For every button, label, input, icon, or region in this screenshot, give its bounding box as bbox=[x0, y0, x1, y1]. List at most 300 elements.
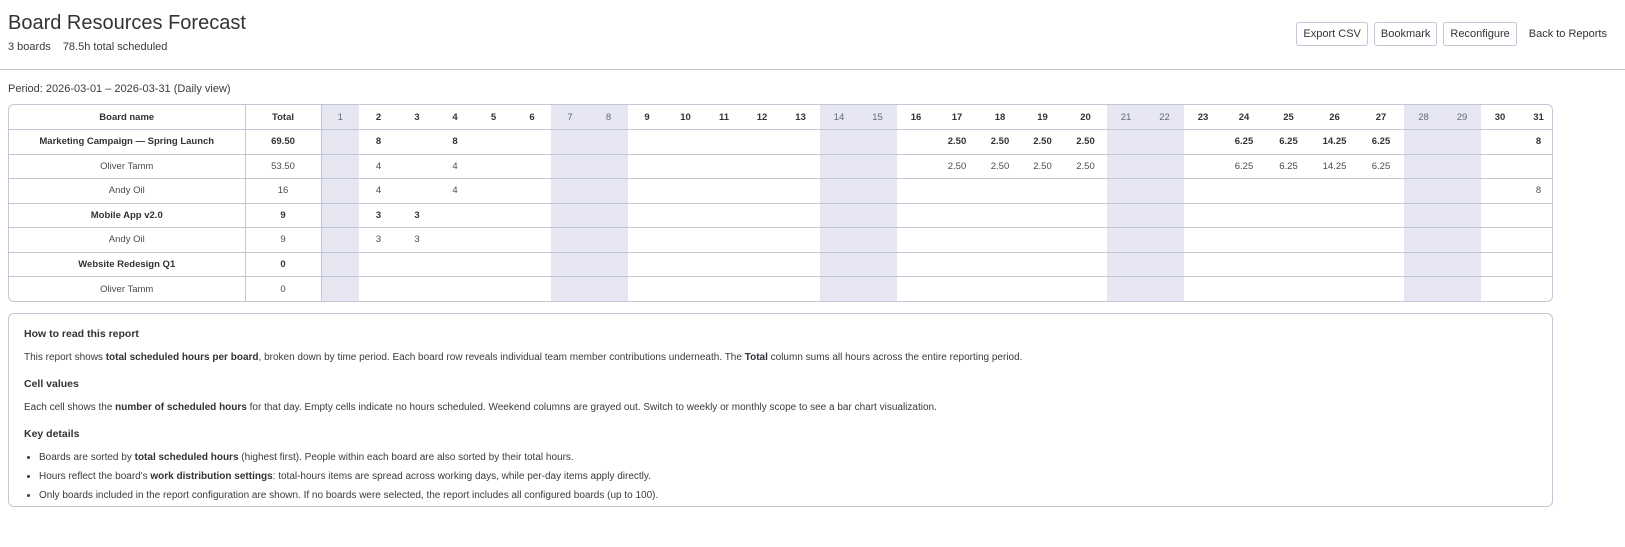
day-cell bbox=[705, 179, 743, 204]
day-cell bbox=[398, 130, 436, 155]
day-cell bbox=[513, 228, 551, 253]
help-text: column sums all hours across the entire reporting period. bbox=[767, 352, 1023, 363]
day-cell bbox=[1064, 228, 1107, 253]
day-cell bbox=[1358, 252, 1404, 277]
day-cell bbox=[1481, 252, 1519, 277]
day-cell: 6.25 bbox=[1358, 154, 1404, 179]
day-cell bbox=[705, 252, 743, 277]
day-cell bbox=[321, 179, 359, 204]
day-cell bbox=[1404, 179, 1443, 204]
day-cell bbox=[858, 252, 897, 277]
day-cell bbox=[897, 130, 935, 155]
table-header-row bbox=[9, 105, 1553, 130]
day-cell bbox=[589, 252, 628, 277]
page-header bbox=[0, 0, 1625, 70]
day-cell bbox=[321, 203, 359, 228]
day-cell bbox=[1107, 277, 1145, 302]
column-header-board-name: Board name bbox=[9, 105, 245, 130]
day-cell bbox=[1481, 130, 1519, 155]
day-cell bbox=[1184, 154, 1222, 179]
day-cell bbox=[321, 130, 359, 155]
day-cell bbox=[551, 179, 589, 204]
day-cell bbox=[1021, 277, 1064, 302]
help-text: Boards are sorted by bbox=[39, 452, 135, 463]
day-cell bbox=[1021, 252, 1064, 277]
day-cell bbox=[666, 130, 705, 155]
day-cell bbox=[781, 277, 820, 302]
column-header-day-26: 26 bbox=[1311, 105, 1358, 130]
day-cell bbox=[551, 130, 589, 155]
day-cell bbox=[436, 252, 474, 277]
day-cell bbox=[398, 154, 436, 179]
day-cell bbox=[628, 154, 666, 179]
day-cell bbox=[1519, 154, 1553, 179]
day-cell: 4 bbox=[359, 179, 398, 204]
day-cell bbox=[1358, 179, 1404, 204]
reconfigure-button[interactable]: Reconfigure bbox=[1443, 22, 1516, 46]
day-cell bbox=[628, 277, 666, 302]
help-text: : total-hours items are spread across working days, while per-day items apply directly. bbox=[272, 471, 651, 482]
day-cell bbox=[551, 277, 589, 302]
help-emphasis: total scheduled hours bbox=[134, 452, 239, 463]
help-title-how-to-read: How to read this report bbox=[24, 328, 139, 340]
day-cell bbox=[436, 228, 474, 253]
help-text: Hours reflect the board's bbox=[39, 471, 151, 482]
total-cell: 0 bbox=[245, 277, 321, 302]
day-cell bbox=[321, 252, 359, 277]
day-cell bbox=[743, 154, 781, 179]
day-cell bbox=[858, 154, 897, 179]
day-cell bbox=[979, 203, 1021, 228]
day-cell bbox=[705, 203, 743, 228]
column-header-day-21: 21 bbox=[1107, 105, 1145, 130]
day-cell bbox=[1404, 277, 1443, 302]
day-cell bbox=[436, 203, 474, 228]
column-header-day-9: 9 bbox=[628, 105, 666, 130]
day-cell bbox=[1443, 228, 1481, 253]
key-detail-item bbox=[39, 489, 1537, 502]
day-cell: 2.50 bbox=[979, 130, 1021, 155]
day-cell bbox=[1481, 277, 1519, 302]
day-cell bbox=[474, 228, 513, 253]
day-cell bbox=[1184, 252, 1222, 277]
board-count: 3 boards bbox=[8, 41, 51, 53]
day-cell bbox=[858, 228, 897, 253]
day-cell bbox=[1266, 228, 1311, 253]
day-cell bbox=[551, 252, 589, 277]
person-name-cell: Oliver Tamm bbox=[9, 277, 245, 302]
day-cell bbox=[705, 228, 743, 253]
day-cell bbox=[979, 228, 1021, 253]
day-cell bbox=[1064, 203, 1107, 228]
day-cell bbox=[935, 277, 979, 302]
help-text: This report shows bbox=[24, 352, 106, 363]
column-header-day-22: 22 bbox=[1145, 105, 1184, 130]
day-cell bbox=[398, 277, 436, 302]
column-header-day-6: 6 bbox=[513, 105, 551, 130]
day-cell bbox=[1311, 203, 1358, 228]
period-label: Period: 2026-03-01 – 2026-03-31 (Daily view) bbox=[8, 83, 231, 95]
column-header-day-30: 30 bbox=[1481, 105, 1519, 130]
day-cell bbox=[474, 154, 513, 179]
day-cell bbox=[1145, 130, 1184, 155]
day-cell bbox=[979, 179, 1021, 204]
day-cell bbox=[705, 154, 743, 179]
day-cell bbox=[666, 179, 705, 204]
day-cell bbox=[359, 277, 398, 302]
day-cell bbox=[1443, 179, 1481, 204]
day-cell: 6.25 bbox=[1266, 154, 1311, 179]
day-cell: 3 bbox=[398, 203, 436, 228]
day-cell bbox=[551, 154, 589, 179]
day-cell bbox=[1266, 203, 1311, 228]
day-cell bbox=[1222, 179, 1266, 204]
day-cell: 2.50 bbox=[979, 154, 1021, 179]
day-cell bbox=[1443, 252, 1481, 277]
day-cell: 6.25 bbox=[1266, 130, 1311, 155]
day-cell bbox=[321, 154, 359, 179]
day-cell: 2.50 bbox=[935, 154, 979, 179]
help-text-how-to-read bbox=[24, 351, 1537, 364]
day-cell bbox=[589, 130, 628, 155]
day-cell bbox=[589, 179, 628, 204]
day-cell bbox=[1443, 130, 1481, 155]
day-cell bbox=[1311, 252, 1358, 277]
day-cell bbox=[781, 130, 820, 155]
person-row bbox=[9, 228, 1553, 253]
column-header-day-4: 4 bbox=[436, 105, 474, 130]
help-text: Only boards included in the report configuration are shown. If no boards were selected, the report includes all configured boards (up to 100). bbox=[39, 490, 659, 501]
column-header-day-5: 5 bbox=[474, 105, 513, 130]
day-cell bbox=[398, 179, 436, 204]
day-cell bbox=[705, 277, 743, 302]
day-cell bbox=[781, 203, 820, 228]
day-cell bbox=[589, 203, 628, 228]
column-header-day-24: 24 bbox=[1222, 105, 1266, 130]
report-help-panel bbox=[8, 313, 1553, 507]
day-cell bbox=[513, 203, 551, 228]
day-cell bbox=[743, 277, 781, 302]
day-cell bbox=[1184, 203, 1222, 228]
column-header-day-7: 7 bbox=[551, 105, 589, 130]
day-cell bbox=[781, 252, 820, 277]
key-detail-item bbox=[39, 451, 1537, 464]
day-cell bbox=[897, 154, 935, 179]
day-cell: 3 bbox=[359, 203, 398, 228]
day-cell bbox=[551, 203, 589, 228]
day-cell bbox=[1107, 154, 1145, 179]
person-row bbox=[9, 277, 1553, 302]
day-cell bbox=[513, 252, 551, 277]
day-cell bbox=[1145, 228, 1184, 253]
column-header-day-17: 17 bbox=[935, 105, 979, 130]
day-cell bbox=[858, 130, 897, 155]
column-header-day-11: 11 bbox=[705, 105, 743, 130]
person-row bbox=[9, 179, 1553, 204]
day-cell bbox=[1184, 179, 1222, 204]
day-cell bbox=[1443, 277, 1481, 302]
day-cell bbox=[474, 252, 513, 277]
day-cell bbox=[897, 277, 935, 302]
day-cell bbox=[1145, 252, 1184, 277]
day-cell bbox=[935, 179, 979, 204]
day-cell bbox=[474, 130, 513, 155]
day-cell bbox=[979, 277, 1021, 302]
person-row bbox=[9, 154, 1553, 179]
column-header-day-29: 29 bbox=[1443, 105, 1481, 130]
day-cell bbox=[897, 179, 935, 204]
person-name-cell: Andy Oil bbox=[9, 228, 245, 253]
column-header-total: Total bbox=[245, 105, 321, 130]
back-to-reports-button[interactable]: Back to Reports bbox=[1523, 22, 1611, 46]
board-row[interactable] bbox=[9, 203, 1553, 228]
day-cell bbox=[1443, 203, 1481, 228]
day-cell bbox=[1519, 228, 1553, 253]
day-cell bbox=[551, 228, 589, 253]
column-header-day-15: 15 bbox=[858, 105, 897, 130]
day-cell bbox=[1443, 154, 1481, 179]
day-cell bbox=[1266, 277, 1311, 302]
day-cell bbox=[474, 179, 513, 204]
day-cell bbox=[1107, 179, 1145, 204]
day-cell bbox=[858, 277, 897, 302]
day-cell bbox=[1222, 203, 1266, 228]
day-cell bbox=[820, 179, 858, 204]
total-cell: 53.50 bbox=[245, 154, 321, 179]
day-cell bbox=[1481, 228, 1519, 253]
day-cell bbox=[1311, 277, 1358, 302]
day-cell bbox=[1021, 228, 1064, 253]
table-body bbox=[9, 130, 1553, 302]
day-cell bbox=[666, 203, 705, 228]
column-header-day-25: 25 bbox=[1266, 105, 1311, 130]
day-cell bbox=[858, 179, 897, 204]
day-cell: 6.25 bbox=[1358, 130, 1404, 155]
board-name-cell: Marketing Campaign — Spring Launch bbox=[9, 130, 245, 155]
day-cell bbox=[820, 203, 858, 228]
day-cell bbox=[1404, 228, 1443, 253]
day-cell bbox=[1222, 252, 1266, 277]
day-cell bbox=[1145, 277, 1184, 302]
day-cell bbox=[820, 277, 858, 302]
day-cell bbox=[1145, 154, 1184, 179]
day-cell bbox=[979, 252, 1021, 277]
help-emphasis: Total bbox=[744, 352, 768, 363]
day-cell: 8 bbox=[436, 130, 474, 155]
day-cell bbox=[743, 130, 781, 155]
day-cell: 4 bbox=[436, 154, 474, 179]
day-cell bbox=[1358, 228, 1404, 253]
day-cell bbox=[1358, 277, 1404, 302]
column-header-day-27: 27 bbox=[1358, 105, 1404, 130]
day-cell: 8 bbox=[359, 130, 398, 155]
day-cell bbox=[474, 203, 513, 228]
day-cell bbox=[513, 130, 551, 155]
day-cell bbox=[1064, 179, 1107, 204]
day-cell bbox=[1481, 179, 1519, 204]
day-cell: 2.50 bbox=[1064, 154, 1107, 179]
person-name-cell: Oliver Tamm bbox=[9, 154, 245, 179]
board-row[interactable] bbox=[9, 252, 1553, 277]
total-cell: 0 bbox=[245, 252, 321, 277]
day-cell: 2.50 bbox=[1064, 130, 1107, 155]
total-scheduled: 78.5h total scheduled bbox=[62, 41, 168, 53]
day-cell bbox=[781, 154, 820, 179]
day-cell: 14.25 bbox=[1311, 130, 1358, 155]
help-text-cell-values bbox=[24, 401, 1537, 414]
day-cell bbox=[1021, 179, 1064, 204]
day-cell bbox=[1311, 179, 1358, 204]
board-name-cell: Mobile App v2.0 bbox=[9, 203, 245, 228]
day-cell bbox=[666, 277, 705, 302]
day-cell bbox=[1266, 252, 1311, 277]
total-cell: 9 bbox=[245, 203, 321, 228]
help-text: (highest first). People within each board are also sorted by their total hours. bbox=[238, 452, 574, 463]
day-cell bbox=[1107, 252, 1145, 277]
day-cell bbox=[1184, 130, 1222, 155]
day-cell bbox=[743, 203, 781, 228]
day-cell bbox=[1064, 252, 1107, 277]
day-cell: 14.25 bbox=[1311, 154, 1358, 179]
column-header-day-19: 19 bbox=[1021, 105, 1064, 130]
day-cell bbox=[436, 277, 474, 302]
day-cell bbox=[321, 277, 359, 302]
day-cell: 8 bbox=[1519, 179, 1553, 204]
column-header-day-1: 1 bbox=[321, 105, 359, 130]
header-actions bbox=[1296, 22, 1611, 46]
day-cell bbox=[1222, 228, 1266, 253]
total-cell: 69.50 bbox=[245, 130, 321, 155]
column-header-day-16: 16 bbox=[897, 105, 935, 130]
day-cell bbox=[935, 228, 979, 253]
help-title-key-details: Key details bbox=[24, 428, 80, 440]
board-name-cell: Website Redesign Q1 bbox=[9, 252, 245, 277]
day-cell bbox=[897, 252, 935, 277]
help-text: Each cell shows the bbox=[24, 402, 116, 413]
day-cell: 2.50 bbox=[1021, 130, 1064, 155]
day-cell bbox=[513, 179, 551, 204]
forecast-table bbox=[9, 105, 1553, 301]
day-cell bbox=[1519, 252, 1553, 277]
day-cell bbox=[820, 252, 858, 277]
day-cell bbox=[781, 179, 820, 204]
day-cell bbox=[1519, 277, 1553, 302]
page-subtitle bbox=[8, 41, 167, 53]
day-cell bbox=[897, 228, 935, 253]
day-cell bbox=[1266, 179, 1311, 204]
column-header-day-2: 2 bbox=[359, 105, 398, 130]
day-cell bbox=[1481, 154, 1519, 179]
column-header-day-8: 8 bbox=[589, 105, 628, 130]
day-cell bbox=[1404, 203, 1443, 228]
day-cell bbox=[1107, 203, 1145, 228]
day-cell bbox=[705, 130, 743, 155]
day-cell: 4 bbox=[359, 154, 398, 179]
column-header-day-14: 14 bbox=[820, 105, 858, 130]
person-name-cell: Andy Oil bbox=[9, 179, 245, 204]
help-text: for that day. Empty cells indicate no hours scheduled. Weekend columns are grayed out. Switch to weekly or monthly scope to see a bar chart visualization. bbox=[246, 402, 937, 413]
day-cell bbox=[1145, 179, 1184, 204]
day-cell bbox=[743, 252, 781, 277]
column-header-day-28: 28 bbox=[1404, 105, 1443, 130]
day-cell bbox=[1404, 130, 1443, 155]
day-cell bbox=[628, 130, 666, 155]
board-row[interactable] bbox=[9, 130, 1553, 155]
column-header-day-20: 20 bbox=[1064, 105, 1107, 130]
day-cell bbox=[858, 203, 897, 228]
day-cell bbox=[1481, 203, 1519, 228]
day-cell bbox=[628, 228, 666, 253]
day-cell bbox=[1184, 277, 1222, 302]
day-cell bbox=[1358, 203, 1404, 228]
day-cell bbox=[628, 203, 666, 228]
day-cell bbox=[1107, 228, 1145, 253]
day-cell bbox=[820, 228, 858, 253]
day-cell bbox=[1311, 228, 1358, 253]
day-cell bbox=[1519, 203, 1553, 228]
day-cell bbox=[589, 277, 628, 302]
day-cell: 4 bbox=[436, 179, 474, 204]
day-cell bbox=[1222, 277, 1266, 302]
day-cell bbox=[398, 252, 436, 277]
day-cell bbox=[666, 154, 705, 179]
day-cell bbox=[743, 179, 781, 204]
day-cell bbox=[897, 203, 935, 228]
day-cell: 8 bbox=[1519, 130, 1553, 155]
column-header-day-3: 3 bbox=[398, 105, 436, 130]
day-cell bbox=[628, 179, 666, 204]
day-cell bbox=[1064, 277, 1107, 302]
column-header-day-18: 18 bbox=[979, 105, 1021, 130]
help-emphasis: work distribution settings bbox=[150, 471, 273, 482]
day-cell bbox=[628, 252, 666, 277]
day-cell bbox=[1021, 203, 1064, 228]
day-cell bbox=[1107, 130, 1145, 155]
day-cell bbox=[935, 203, 979, 228]
day-cell: 6.25 bbox=[1222, 154, 1266, 179]
day-cell: 3 bbox=[359, 228, 398, 253]
day-cell bbox=[1184, 228, 1222, 253]
day-cell bbox=[1404, 252, 1443, 277]
day-cell bbox=[513, 277, 551, 302]
day-cell bbox=[589, 154, 628, 179]
day-cell bbox=[359, 252, 398, 277]
column-header-day-23: 23 bbox=[1184, 105, 1222, 130]
export-csv-button[interactable]: Export CSV bbox=[1296, 22, 1367, 46]
column-header-day-13: 13 bbox=[781, 105, 820, 130]
help-title-cell-values: Cell values bbox=[24, 378, 79, 390]
day-cell: 3 bbox=[398, 228, 436, 253]
day-cell bbox=[743, 228, 781, 253]
forecast-table-container bbox=[8, 104, 1553, 302]
column-header-day-31: 31 bbox=[1519, 105, 1553, 130]
column-header-day-12: 12 bbox=[743, 105, 781, 130]
day-cell bbox=[820, 130, 858, 155]
day-cell: 2.50 bbox=[935, 130, 979, 155]
day-cell bbox=[1404, 154, 1443, 179]
day-cell bbox=[666, 252, 705, 277]
total-cell: 16 bbox=[245, 179, 321, 204]
day-cell bbox=[666, 228, 705, 253]
day-cell: 6.25 bbox=[1222, 130, 1266, 155]
help-emphasis: total scheduled hours per board bbox=[105, 352, 259, 363]
key-details-list bbox=[24, 451, 1537, 502]
key-detail-item bbox=[39, 470, 1537, 483]
bookmark-button[interactable]: Bookmark bbox=[1374, 22, 1438, 46]
help-emphasis: number of scheduled hours bbox=[115, 402, 247, 413]
column-header-day-10: 10 bbox=[666, 105, 705, 130]
day-cell: 2.50 bbox=[1021, 154, 1064, 179]
